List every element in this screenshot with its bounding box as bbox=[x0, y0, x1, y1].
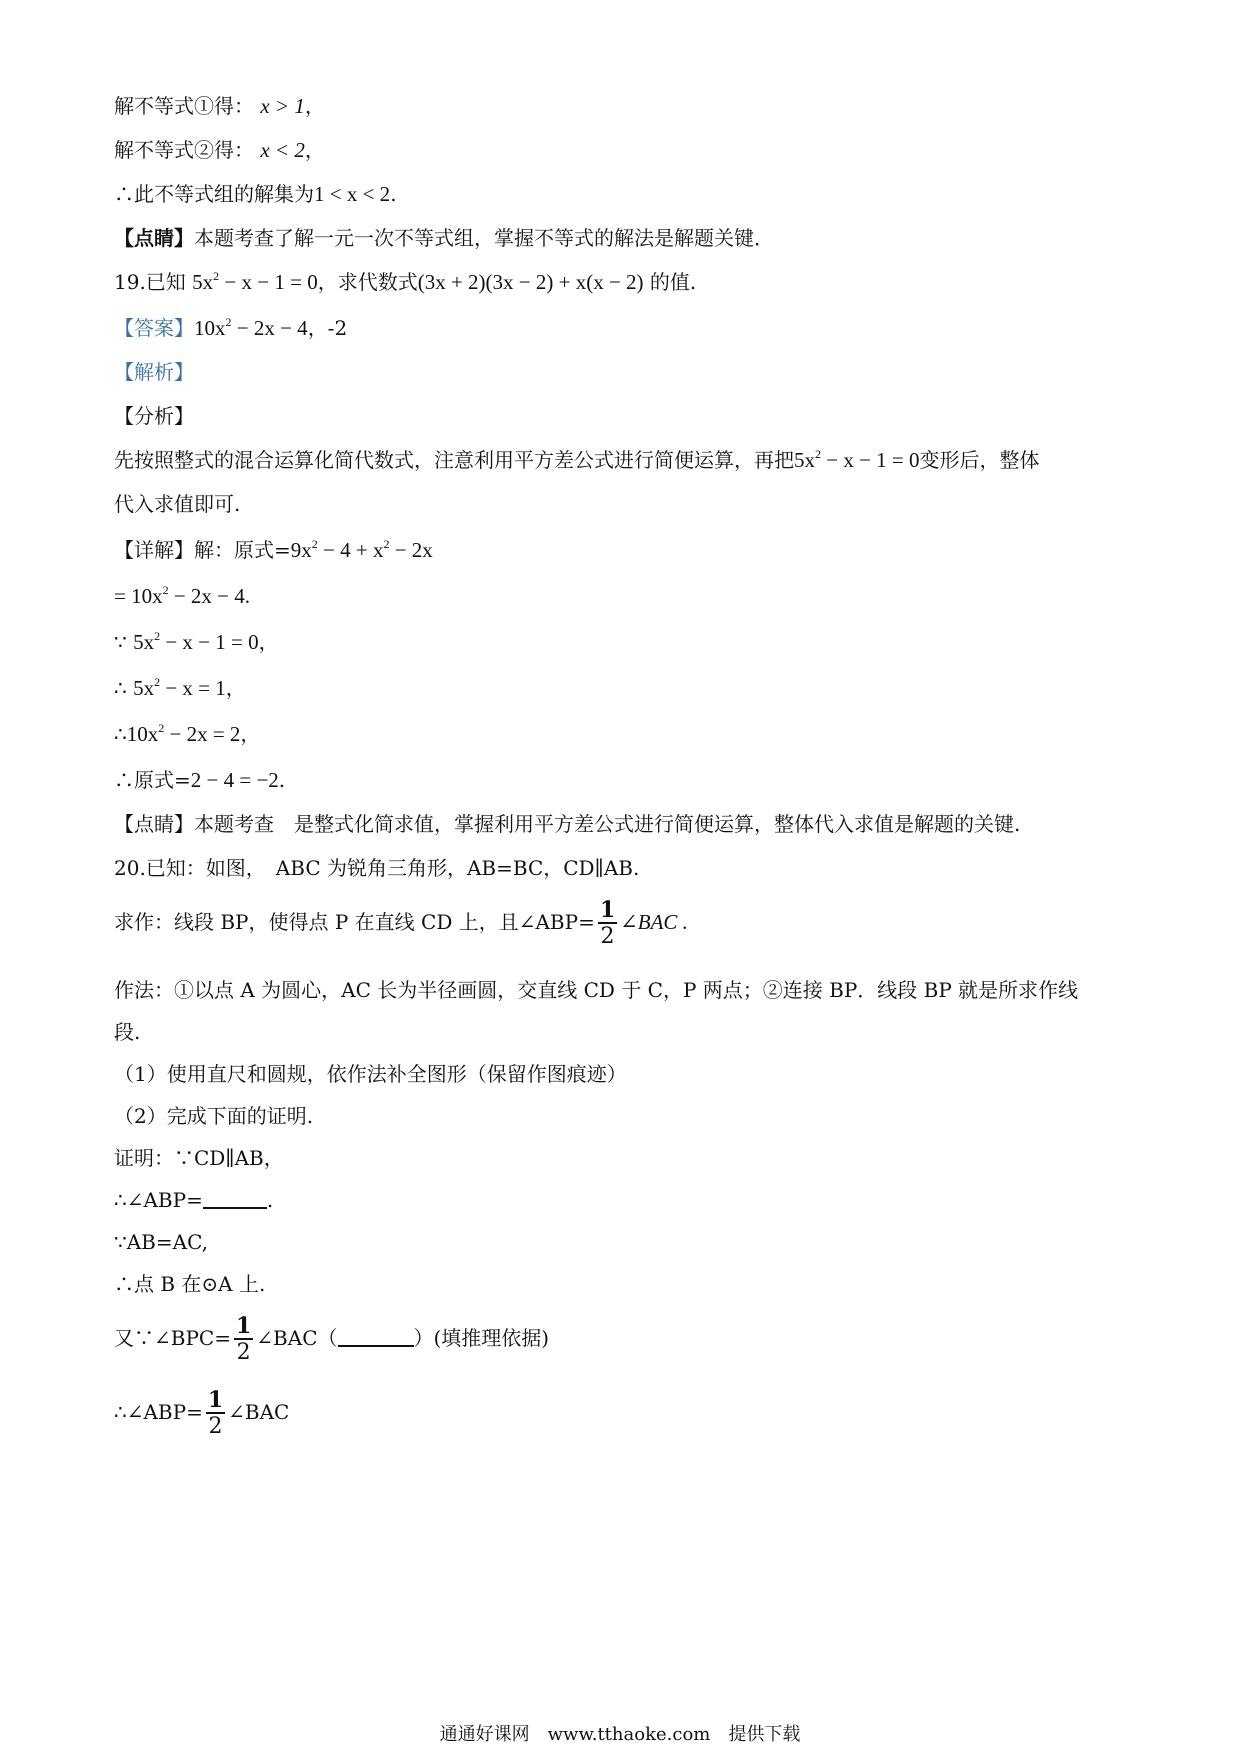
step-1: = $10x^2 - 2x - 4$. bbox=[114, 583, 251, 608]
answer-line: 【答案】$10x^2 - 2x - 4$，-2 bbox=[114, 315, 348, 340]
answer-blank-2[interactable] bbox=[338, 1327, 414, 1347]
comment-line-2: 【点睛】本题考查 是整式化简求值，掌握利用平方差公式进行简便运算，整体代入求值是解题的关键. bbox=[114, 812, 1021, 836]
analysis-label: 【解析】 bbox=[114, 360, 194, 384]
q20-requirement: 求作：线段 BP，使得点 P 在直线 CD 上，且∠ABP= $\frac{1}{2}$ ∠BAC . bbox=[114, 896, 688, 949]
solution-set-line: ∴此不等式组的解集为1 < x < 2. bbox=[114, 182, 397, 206]
detail-line: 【详解】解：原式$=9x^2 - 4 + x^2 - 2x$ bbox=[114, 537, 433, 562]
q20-part-2: （2）完成下面的证明. bbox=[114, 1104, 314, 1128]
fraction-one-half: $\frac{1}{2}$ bbox=[599, 896, 616, 949]
step-3: ∴ $5x^2 - x = 1$， bbox=[114, 675, 246, 700]
fraction-one-half: $\frac{1}{2}$ bbox=[207, 1386, 224, 1439]
inequality-1-line: 解不等式①得： x > 1， bbox=[114, 94, 325, 118]
proof-line-1: 证明：∵CD∥AB， bbox=[114, 1146, 284, 1170]
q20-method-line-2: 段. bbox=[114, 1020, 141, 1044]
answer-blank-1[interactable] bbox=[203, 1189, 267, 1209]
proof-line-2: ∴∠ABP= . bbox=[114, 1188, 274, 1212]
fenxi-label: 【分析】 bbox=[114, 404, 194, 428]
page-footer: 通通好课网 www.tthaoke.com 提供下载 bbox=[439, 1724, 801, 1745]
step-5: ∴原式=2 − 4 = −2. bbox=[114, 768, 286, 792]
question-20: 20.已知：如图， ABC 为锐角三角形，AB=BC，CD∥AB. bbox=[114, 856, 640, 880]
question-19: 19.已知 $5x^2 - x - 1 = 0$，求代数式(3x + 2)(3x − 2) + x(x − 2) 的值. bbox=[114, 269, 697, 294]
inequality-2-line: 解不等式②得： x < 2， bbox=[114, 138, 325, 162]
proof-line-6: ∴∠ABP= $\frac{1}{2}$ ∠BAC bbox=[114, 1386, 290, 1439]
q20-part-1: （1）使用直尺和圆规，依作法补全图形（保留作图痕迹） bbox=[114, 1062, 627, 1086]
q20-method-line-1: 作法：①以点 A 为圆心，AC 长为半径画圆，交直线 CD 于 C，P 两点；②连接 BP．线段 BP 就是所求作线 bbox=[114, 978, 1079, 1002]
step-4: $\therefore 10x^2 - 2x = 2$， bbox=[114, 721, 261, 746]
fenxi-line-2: 代入求值即可. bbox=[114, 492, 241, 516]
proof-line-5: 又∵∠BPC= $\frac{1}{2}$ ∠BAC（ ）(填推理依据) bbox=[114, 1312, 550, 1365]
fenxi-line-1: 先按照整式的混合运算化简代数式，注意利用平方差公式进行简便运算，再把$5x^2 - x - 1 = 0$变形后，整体 bbox=[114, 447, 1040, 472]
comment-line: 【点睛】本题考查了解一元一次不等式组，掌握不等式的解法是解题关键． bbox=[114, 226, 774, 250]
fraction-one-half: $\frac{1}{2}$ bbox=[235, 1312, 252, 1365]
proof-line-4: ∴点 B 在⊙A 上. bbox=[114, 1272, 266, 1296]
step-2: ∵ $5x^2 - x - 1 = 0$， bbox=[114, 629, 279, 654]
proof-line-3: ∵AB=AC, bbox=[114, 1230, 209, 1254]
